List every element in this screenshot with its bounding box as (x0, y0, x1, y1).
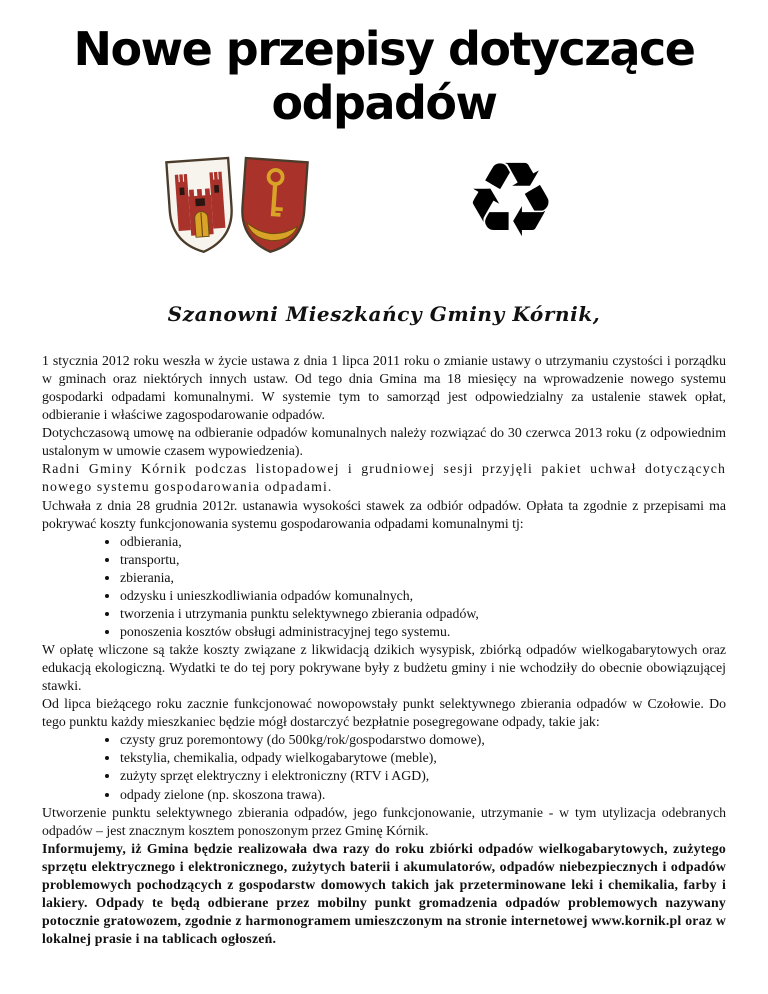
bold-notice: Informujemy, iż Gmina będzie realizowała dwa razy do roku zbiórki odpadów wielkogabarytowych, zużytego sprzętu elektrycznego i elektronicznego, zużytych baterii i akumulatorów, odpadów niebezpiecznych i odpadów problemowych pochodzących z gospodarstw domowych takich jak przeterminowane leki i chemikalia, farby i lakiery. Odpady te będą odbierane przez mobilny punkt gromadzenia odpadów problemowych nazywany potocznie gratowozem, zgodnie z harmonogramem umieszczonym na stronie internetowej www.kornik.pl oraz w lokalnej prasie i na tablicach ogłoszeń. (42, 840, 726, 946)
coat-of-arms-svg (162, 154, 312, 272)
list-item: • zbierania, (120, 569, 726, 587)
paragraph-point-cost: Utworzenie punktu selektywnego zbierania odpadów, jego funkcjonowanie, utrzymanie - w tym utylizacja odebranych odpadów – jest znacznym kosztem ponoszonym przez Gminę Kórnik. (42, 804, 726, 838)
list-item: • transportu, (120, 551, 726, 569)
list-item: • zużyty sprzęt elektryczny i elektroniczny (RTV i AGD), (120, 767, 726, 785)
paragraph-law-intro: 1 stycznia 2012 roku weszła w życie ustawa z dnia 1 lipca 2011 roku o zmianie ustawy o utrzymaniu czystości i porządku w gminach oraz niektórych innych ustaw. Od tego dnia Gmina ma 18 miesięcy na wprowadzenie nowego systemu gospodarki odpadami komunalnymi. W systemie tym to samorząd jest odpowiedzialny za ustalenie stawek opłat, odbieranie i właściwe zagospodarowanie odpadów. (42, 353, 726, 423)
key-boat-shield (239, 158, 307, 254)
list-item: • tworzenia i utrzymania punktu selektywnego zbierania odpadów, (120, 605, 726, 623)
page-title: Nowe przepisy dotyczące odpadów (73, 22, 695, 130)
list-item: • odpady zielone (np. skoszona trawa). (120, 786, 726, 804)
paragraph-council-resolutions: Radni Gminy Kórnik podczas listopadowej i grudniowej sesji przyjęli pakiet uchwał dotyczących nowego systemu gospodarowania odpadami. (42, 461, 726, 495)
paragraph-collection-point: Od lipca bieżącego roku zacznie funkcjonować nowopowstały punkt selektywnego zbierania odpadów w Czołowie. Do tego punktu każdy mieszkaniec będzie mógł dostarczyć bezpłatnie posegregowane odpady, takie jak: (42, 696, 726, 730)
costs-list (42, 533, 726, 641)
document-body (0, 326, 768, 948)
paragraph-fee-resolution: Uchwała z dnia 28 grudnia 2012r. ustanawia wysokości stawek za odbiór odpadów. Opłata ta zgodnie z przepisami ma pokrywać koszty funkcjonowania systemu gospodarowania odpadami komunalnymi tj: (42, 497, 726, 531)
castle-shield (166, 158, 234, 254)
salutation: Szanowni Mieszkańcy Gminy Kórnik, (167, 302, 601, 326)
waste-types-list (42, 731, 726, 803)
list-item: • odbierania, (120, 533, 726, 551)
list-item: • ponoszenia kosztów obsługi administracyjnej tego systemu. (120, 623, 726, 641)
list-item: • czysty gruz poremontowy (do 500kg/rok/gospodarstwo domowe), (120, 731, 726, 749)
recycling-icon: ♻ (464, 139, 558, 261)
paragraph-fee-includes: W opłatę wliczone są także koszty związane z likwidacją dzikich wysypisk, zbiórką odpadów wielkogabarytowych oraz edukacją ekologiczną. Wydatki te do tej pory pokrywane były z budżetu gminy i nie wchodziły do obecnie obowiązującej stawki. (42, 642, 726, 694)
list-item: • odzysku i unieszkodliwiania odpadów komunalnych, (120, 587, 726, 605)
list-item: • tekstylia, chemikalia, odpady wielkogabarytowe (meble), (120, 749, 726, 767)
paragraph-contract-termination: Dotychczasową umowę na odbieranie odpadów komunalnych należy rozwiązać do 30 czerwca 2013 roku (z odpowiednim ustalonym w umowie czasem wypowiedzenia). (42, 425, 726, 459)
kornik-coat-of-arms (162, 154, 312, 274)
header-images (0, 139, 768, 286)
